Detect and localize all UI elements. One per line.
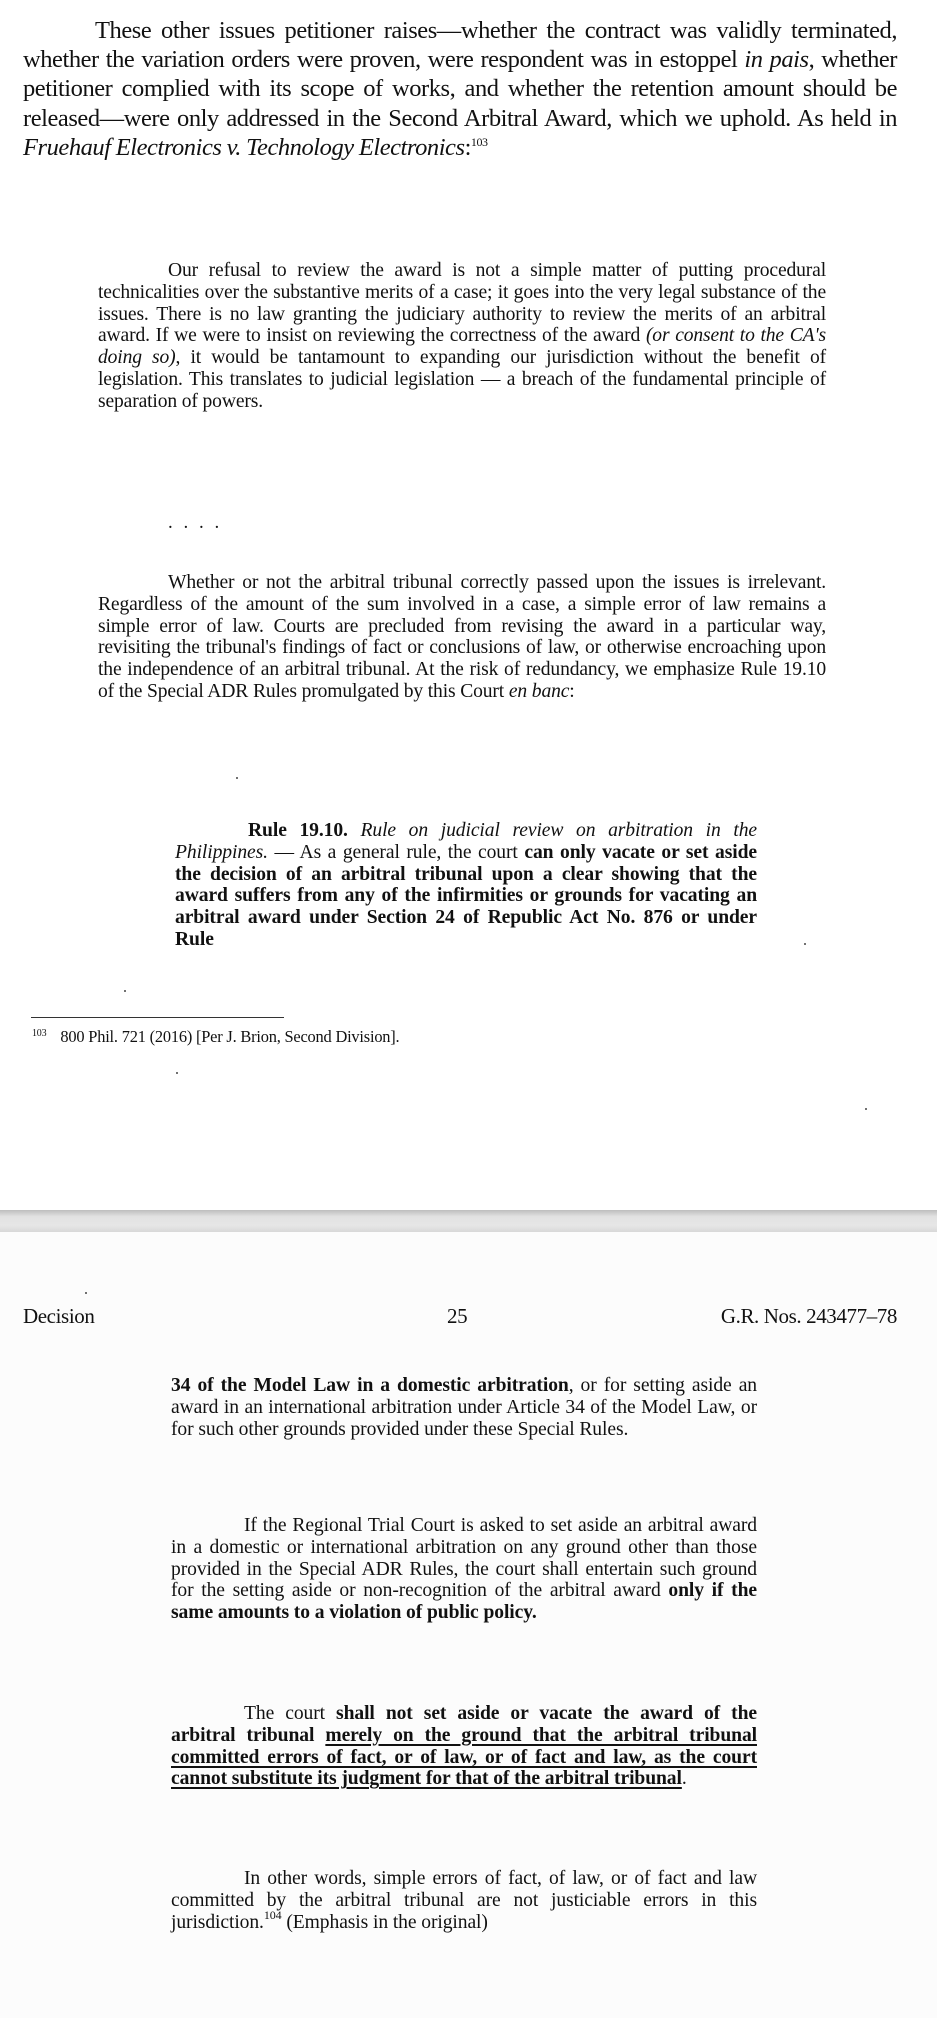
- footnote-number: 103: [32, 1028, 47, 1039]
- italic-phrase: (or consent to the CA's doing so): [98, 325, 826, 369]
- rule-text: , or for setting aside an award in an international arbitration under Article 34 of the Model Law, or for such other grounds provided under these Special Rules.: [171, 1375, 757, 1440]
- rule-text: .: [681, 1768, 687, 1790]
- underlined-emphasis: merely on the ground that the arbitral tribunal committed errors of fact, or of law, or of fact and law, as the court cannot substitute its judgment for that of the arbitral tribunal: [171, 1724, 757, 1790]
- footnote-divider: [31, 1017, 284, 1018]
- header-case-number: G.R. Nos. 243477–78: [720, 1304, 897, 1328]
- quote-text: :: [569, 680, 575, 702]
- body-paragraph: [23, 16, 897, 162]
- rule-text: The court: [244, 1703, 337, 1724]
- ellipsis: . . . .: [168, 512, 223, 533]
- quote-text: Whether or not the arbitral tribunal correctly passed upon the issues is irrelevant. Regardless of the amount of the sum involved in a case, a simple error of law remains a simple error of law. Courts are precluded from revising the award in a particular way, revisiting the tribunal's findings of fact or conclusions of law, or otherwise encroaching upon the independence of an arbitral tribunal. At the risk of redundancy, we emphasize Rule 19.10 of the Special ADR Rules promulgated by this Court: [98, 572, 826, 702]
- rule-text: If the Regional Trial Court is asked to set aside an arbitral award in a domestic or international arbitration on any ground other than those provided in the Special ADR Rules, the court shall entertain such ground for the setting aside or non-recognition of the arbitral award: [171, 1515, 757, 1602]
- header-document-type: Decision: [23, 1304, 95, 1328]
- footnote-reference-104[interactable]: 104: [263, 1907, 282, 1922]
- quote-text: , it would be tantamount to expanding our jurisdiction without the benefit of legislation. This translates to judicial legislation — a breach of the fundamental principle of separation of powers.: [98, 347, 826, 412]
- scan-speck: [124, 990, 126, 992]
- scan-speck: [236, 777, 238, 779]
- italic-term: en banc: [508, 680, 570, 702]
- paragraph-text: :: [464, 133, 471, 161]
- rule-emphasis: 34 of the Model Law in a domestic arbitration: [171, 1375, 569, 1396]
- rule-text: (Emphasis in the original): [281, 1911, 488, 1933]
- block-quote: [98, 572, 826, 703]
- rule-quote-paragraph: [171, 1868, 757, 1933]
- scan-speck: [85, 1292, 87, 1294]
- paragraph-text: These other issues petitioner raises—whether the contract was validly terminated, whether the variation orders were proven, were respondent was in estoppel: [23, 17, 897, 74]
- rule-quote-paragraph: [171, 1703, 757, 1790]
- scan-speck: [865, 1108, 867, 1110]
- rule-emphasis: shall not set aside or vacate the award of the arbitral tribunal: [171, 1703, 757, 1746]
- page-separator: [0, 1210, 937, 1232]
- block-quote: [98, 260, 826, 413]
- scan-speck: [176, 1072, 178, 1074]
- case-citation: Fruehauf Electronics v. Technology Electronics: [23, 133, 465, 161]
- rule-quote-continued: [171, 1375, 757, 1440]
- italic-term: in pais: [744, 46, 809, 74]
- quote-text: Our refusal to review the award is not a simple matter of putting procedural technicalities over the substantive merits of a case; it goes into the very legal substance of the issues. There is no law granting the judiciary authority to review the merits of an arbitral award. If we were to insist on reviewing the correctness of the award: [98, 260, 826, 347]
- rule-emphasis: only if the same amounts to a violation of public policy.: [171, 1580, 757, 1624]
- rule-title: Rule on judicial review on arbitration in the Philippines.: [175, 820, 757, 863]
- rule-quote: [175, 820, 757, 951]
- footnote-text: 800 Phil. 721 (2016) [Per J. Brion, Second Division].: [60, 1027, 400, 1046]
- rule-quote-paragraph: [171, 1515, 757, 1624]
- scan-speck: [804, 943, 806, 945]
- rule-number: Rule 19.10.: [248, 820, 348, 841]
- rule-emphasis: can only vacate or set aside the decision of an arbitral tribunal upon a clear showing that the award suffers from any of the infirmities or grounds for vacating an arbitral award under Section 24 of Republic Act No. 876 or under Rule: [175, 841, 757, 950]
- paragraph-text: , whether petitioner complied with its scope of works, and whether the retention amount should be released—were only addressed in the Second Arbitral Award, which we uphold. As held in: [23, 46, 898, 132]
- header-page-number: 25: [447, 1304, 468, 1328]
- rule-text: — As a general rule, the court: [267, 841, 525, 863]
- footnote: [32, 1024, 399, 1047]
- footnote-reference-103[interactable]: 103: [470, 134, 488, 149]
- rule-text: In other words, simple errors of fact, of law, or of fact and law committed by the arbitral tribunal are not justiciable errors in this jurisdiction.: [171, 1868, 757, 1933]
